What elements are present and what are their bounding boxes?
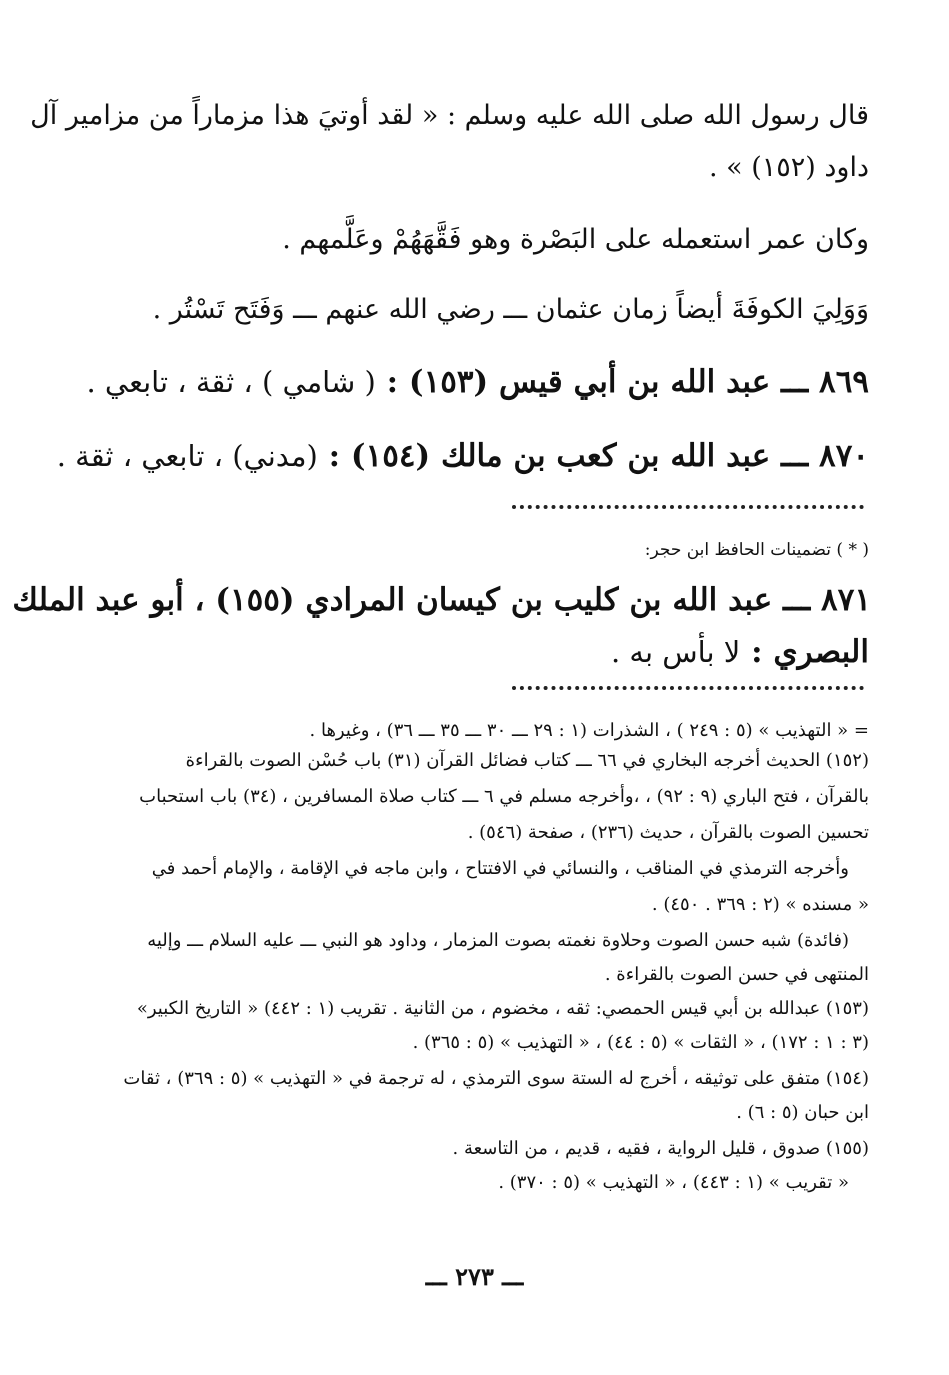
footnote-continuation: = « التهذيب » (٥ : ٢٤٩ ) ، الشذرات (١ : ٢٩ ـــ ٣٠ ـــ ٣٥ ـــ ٣٦) ، وغيرها . (309, 720, 869, 741)
entry-869-name: ٨٦٩ ـــ عبد الله بن أبي قيس (١٥٣) : (386, 364, 869, 400)
dotted-separator-1 (512, 505, 864, 509)
entry-870-name: ٨٧٠ ـــ عبد الله بن كعب بن مالك (١٥٤) : (328, 438, 869, 474)
entry-870-description: (مدني) ، تابعي ، ثقة . (56, 439, 318, 473)
footnote-152-line-6: (فائدة) شبه حسن الصوت وحلاوة نغمته بصوت المزمار ، وداود هو النبي ـــ عليه السلام ـــ وإليه (147, 930, 849, 951)
tadmin-note: ( * ) تضمينات الحافظ ابن حجر: (644, 540, 869, 560)
footnote-154-line-1: (١٥٤) متفق على توثيقه ، أخرج له الستة سوى الترمذي ، له ترجمة في « التهذيب » (٥ : ٣٦٩) ، ثقات (123, 1068, 869, 1089)
footnote-153-line-2: (٣ : ١ : ١٧٢) ، « الثقات » (٥ : ٤٤) ، « التهذيب » (٥ : ٣٦٥) . (412, 1032, 869, 1053)
footnote-152-line-1: (١٥٢) الحديث أخرجه البخاري في ٦٦ ـــ كتاب فضائل القرآن (٣١) باب حُسْن الصوت بالقراءة (185, 750, 869, 771)
footnote-154-line-2: ابن حبان (٥ : ٦) . (736, 1102, 869, 1123)
footnote-152-line-7: المنتهى في حسن الصوت بالقراءة . (604, 964, 869, 985)
entry-870 (57, 436, 869, 476)
entry-869 (86, 362, 869, 402)
footnote-152-line-2: بالقرآن ، فتح الباري (٩ : ٩٢) ، ،وأخرجه مسلم في ٦ ـــ كتاب صلاة المسافرين ، (٣٤) باب استحباب (139, 786, 869, 807)
dotted-separator-2 (512, 686, 864, 690)
body-paragraph-3: وَوَلِيَ الكوفَةَ أيضاً زمان عثمان ـــ رضي الله عنهم ـــ وَفَتَح تَسْتُر . (152, 294, 869, 325)
entry-871-line-2 (611, 632, 869, 672)
entry-871-grade: لا بأس به . (610, 635, 741, 669)
body-paragraph-1-line-1: قال رسول الله صلى الله عليه وسلم : « لقد أوتيَ هذا مزماراً من مزامير آل (30, 100, 869, 131)
footnote-153-line-1: (١٥٣) عبدالله بن أبي قيس الحمصي: ثقه ، مخضوم ، من الثانية . تقريب (١ : ٤٤٢) « التاريخ الكبير» (136, 998, 869, 1019)
entry-871-nisba: البصري : (751, 634, 869, 670)
page-number: ـــ ٢٧٣ ـــ (425, 1262, 524, 1291)
footnote-155-line-1: (١٥٥) صدوق ، قليل الرواية ، فقيه ، قديم ، من التاسعة . (452, 1138, 869, 1159)
entry-869-description: ( شامي ) ، ثقة ، تابعي . (86, 365, 376, 399)
footnote-152-line-4: وأخرجه الترمذي في المناقب ، والنسائي في الافتتاح ، وابن ماجه في الإقامة ، والإمام أحمد في (151, 858, 849, 879)
footnote-152-line-5: « مسنده » (٢ : ٣٦٩ . ٤٥٠) . (651, 894, 869, 915)
entry-871-line-1: ٨٧١ ـــ عبد الله بن كليب بن كيسان المرادي (١٥٥) ، أبو عبد الملك (12, 582, 871, 618)
footnote-152-line-3: تحسين الصوت بالقرآن ، حديث (٢٣٦) ، صفحة (٥٤٦) . (467, 822, 869, 843)
footnote-155-line-2: « تقريب » (١ : ٤٤٣) ، « التهذيب » (٥ : ٣٧٠) . (498, 1172, 849, 1193)
body-paragraph-1-line-2: داود (١٥٢) » . (708, 152, 869, 183)
body-paragraph-2: وكان عمر استعمله على البَصْرة وهو فَقَّهَهُمْ وعَلَّمهم . (282, 224, 869, 255)
